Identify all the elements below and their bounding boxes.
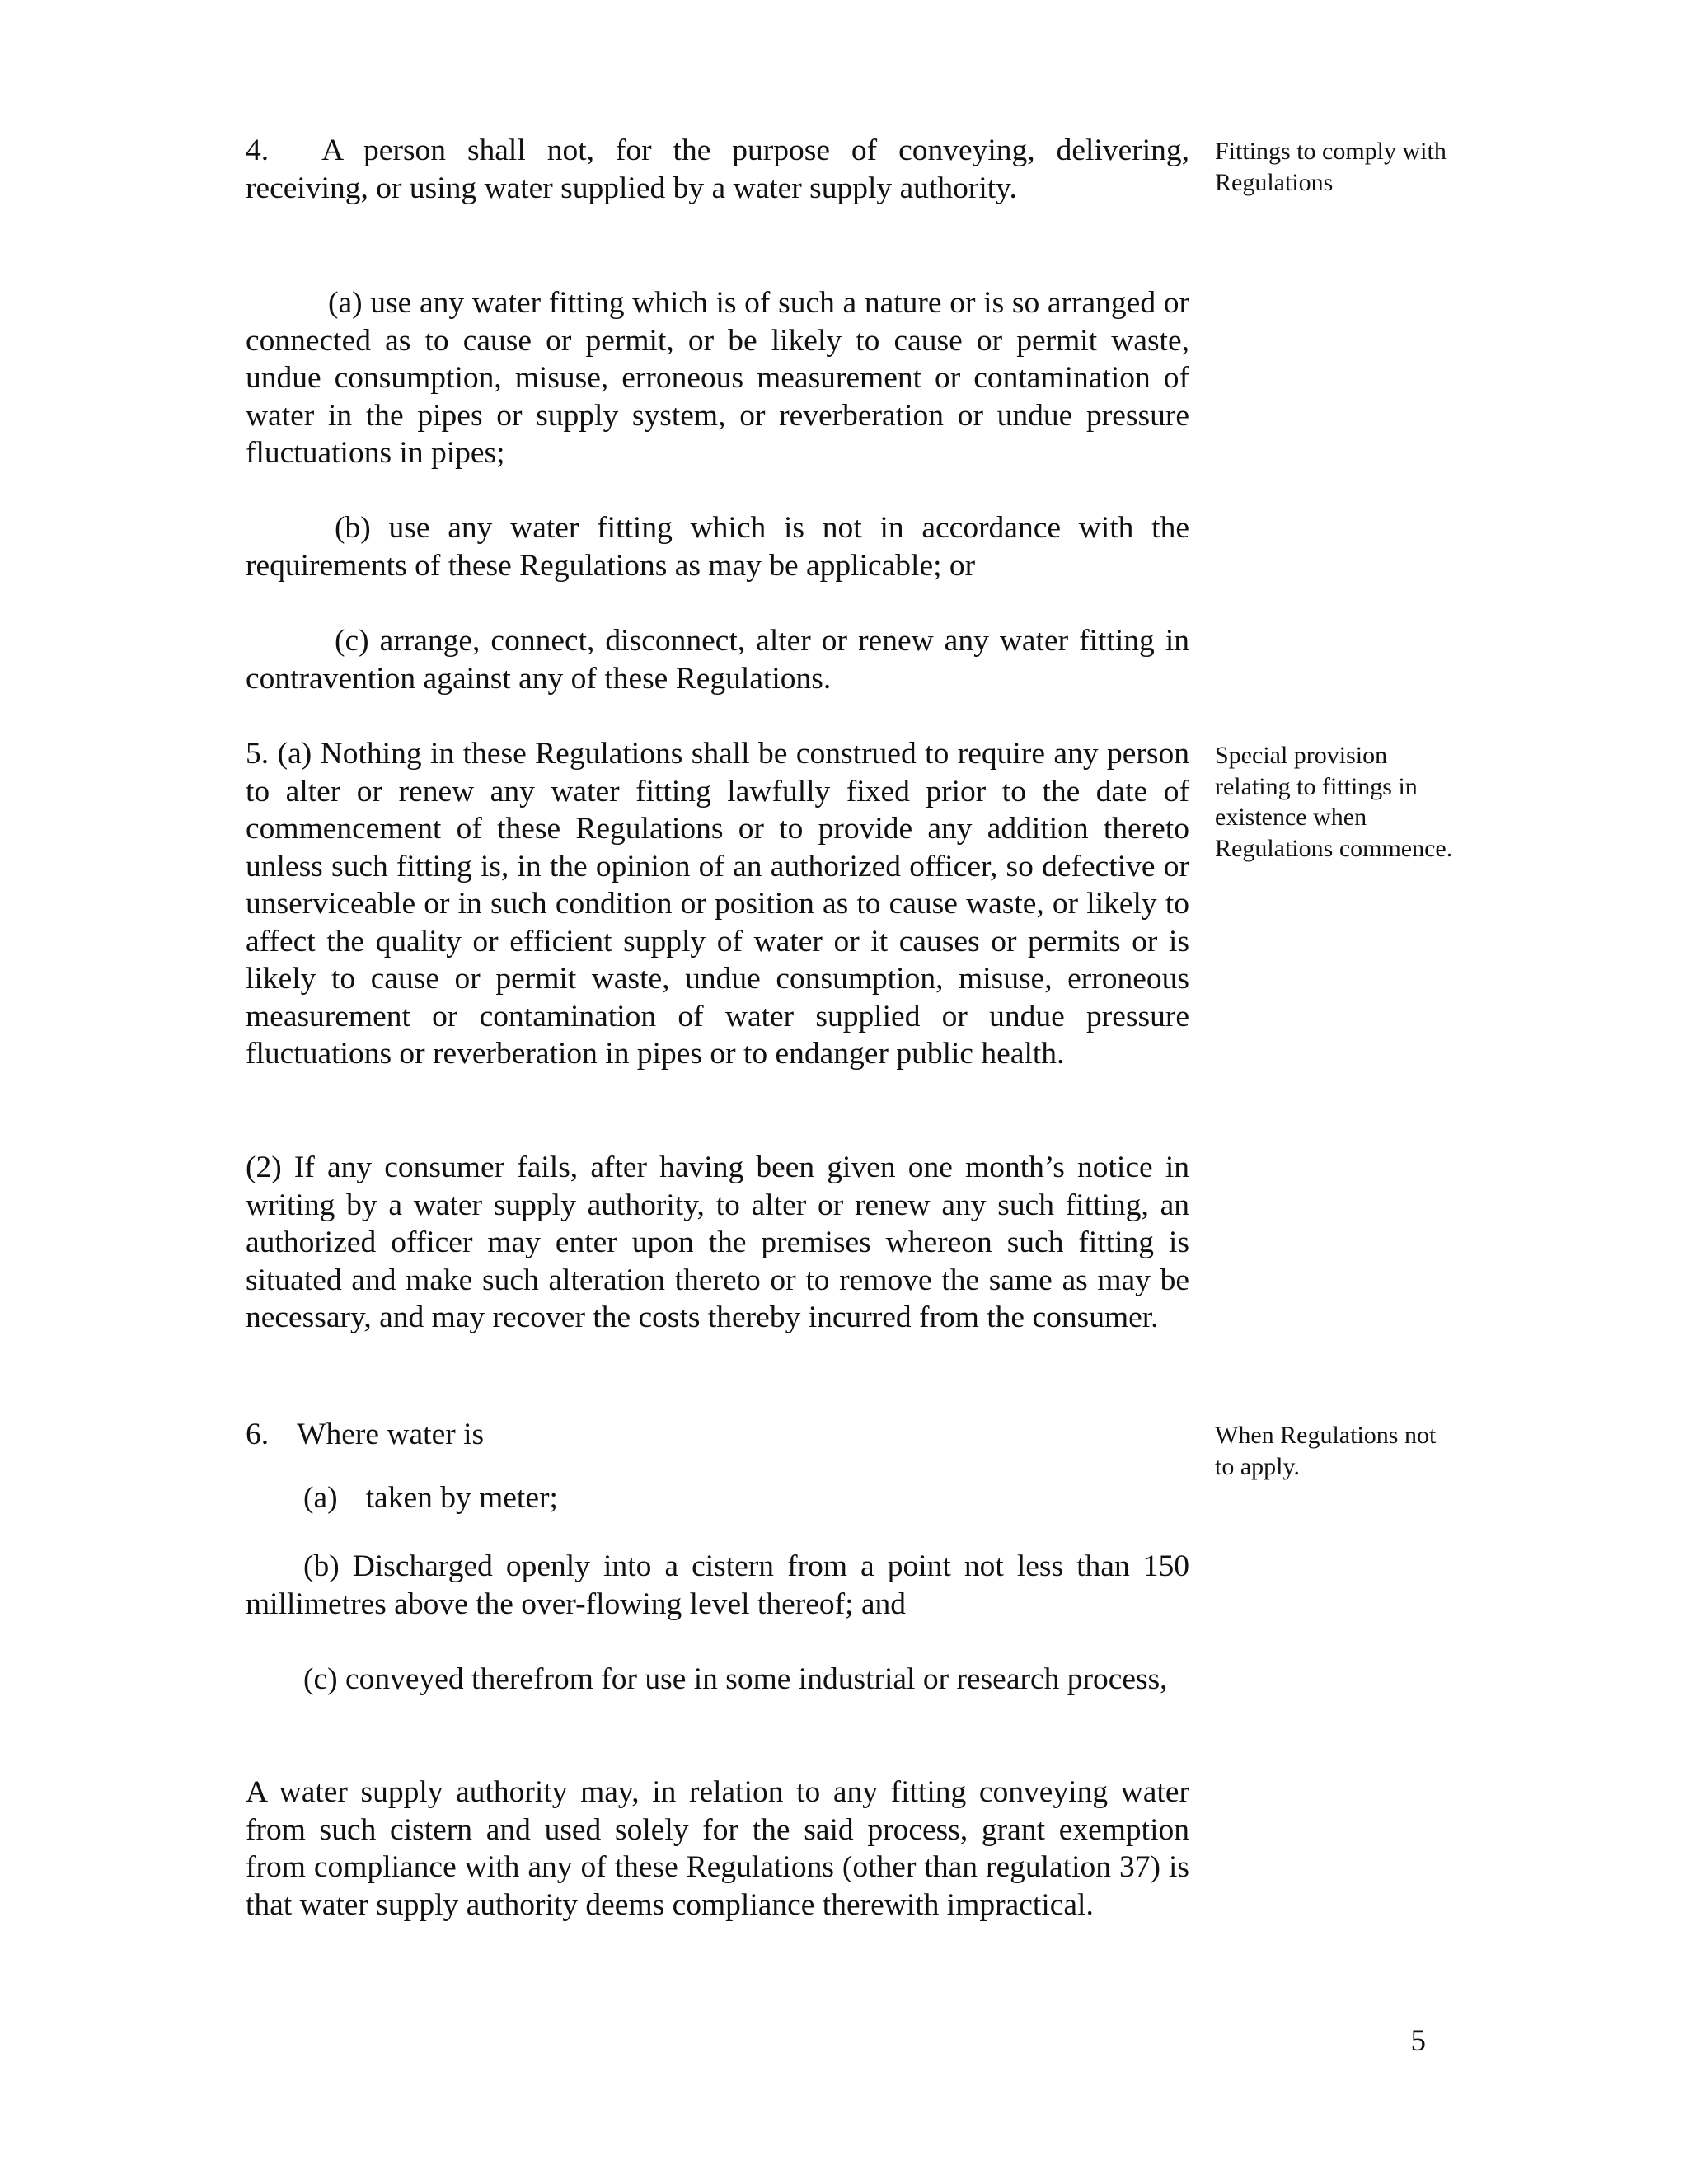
margin-note-when-not-apply: When Regulations not to apply. (1215, 1422, 1437, 1480)
section-6-item-b: (b) Discharged openly into a cistern from a point not less than 150 millimetres above the over-flowing level thereof; and (246, 1549, 1189, 1621)
section-6-item-c: (c) conveyed therefrom for use in some industrial or research process, (303, 1662, 1168, 1696)
section-6-intro-text: Where water is (297, 1418, 485, 1451)
section-6-item-a-label: (a) (303, 1481, 338, 1515)
section-6-item-a (246, 1479, 1189, 1517)
section-4-intro-text: A person shall not, for the purpose of conveying, delivering, receiving, or using water supplied by a water supply authority. (246, 134, 1189, 205)
margin-note-special-provision: Special provision relating to fittings in existence when Regulations commence. (1215, 742, 1453, 862)
section-4-number: 4. (246, 134, 270, 167)
section-5-item-a: 5. (a) Nothing in these Regulations shall be construed to require any person to alter or renew any water fitting lawfully fixed prior to the date of commencement of these Regulations or to provide any addition thereto unless such fitting is, in the opinion of an authorized officer, so defective or unserviceable or in such condition or position as to cause waste, or likely to affect the quality or efficient supply of water or it causes or permits or is likely to cause or permit waste, undue consumption, misuse, erroneous measurement or contamination of water supplied or undue pressure fluctuations or reverberation in pipes or to endanger public health. (246, 737, 1189, 1071)
section-6-closing: A water supply authority may, in relation to any fitting conveying water from such cistern and used solely for the said process, grant exemption from compliance with any of these Regulations (other than regulation 37) is that water supply authority deems compliance therewith impractical. (246, 1775, 1189, 1922)
section-4-intro (246, 132, 1189, 207)
section-4-item-b: (b) use any water fitting which is not in accordance with the requirements of these Regulations as may be applicable; or (246, 511, 1189, 583)
margin-note-fittings-comply: Fittings to comply with Regulations (1215, 138, 1447, 196)
section-6-intro (246, 1416, 1189, 1454)
page-number: 5 (1410, 2024, 1426, 2058)
section-6-number: 6. (246, 1418, 270, 1451)
section-4-item-c: (c) arrange, connect, disconnect, alter or renew any water fitting in contravention against any of these Regulations. (246, 624, 1189, 696)
section-5-paragraph-2: (2) If any consumer fails, after having been given one month’s notice in writing by a water supply authority, to alter or renew any such fitting, an authorized officer may enter upon the premises whereon such fitting is situated and make such alteration thereto or to remove the same as may be necessary, and may recover the costs thereby incurred from the consumer. (246, 1151, 1189, 1334)
section-4-item-a: (a) use any water fitting which is of such a nature or is so arranged or connected as to cause or permit, or be likely to cause or permit waste, undue consumption, misuse, erroneous measurement or contamination of water in the pipes or supply system, or reverberation or undue pressure fluctuations in pipes; (246, 286, 1189, 470)
section-6-item-a-text: taken by meter; (365, 1481, 558, 1515)
